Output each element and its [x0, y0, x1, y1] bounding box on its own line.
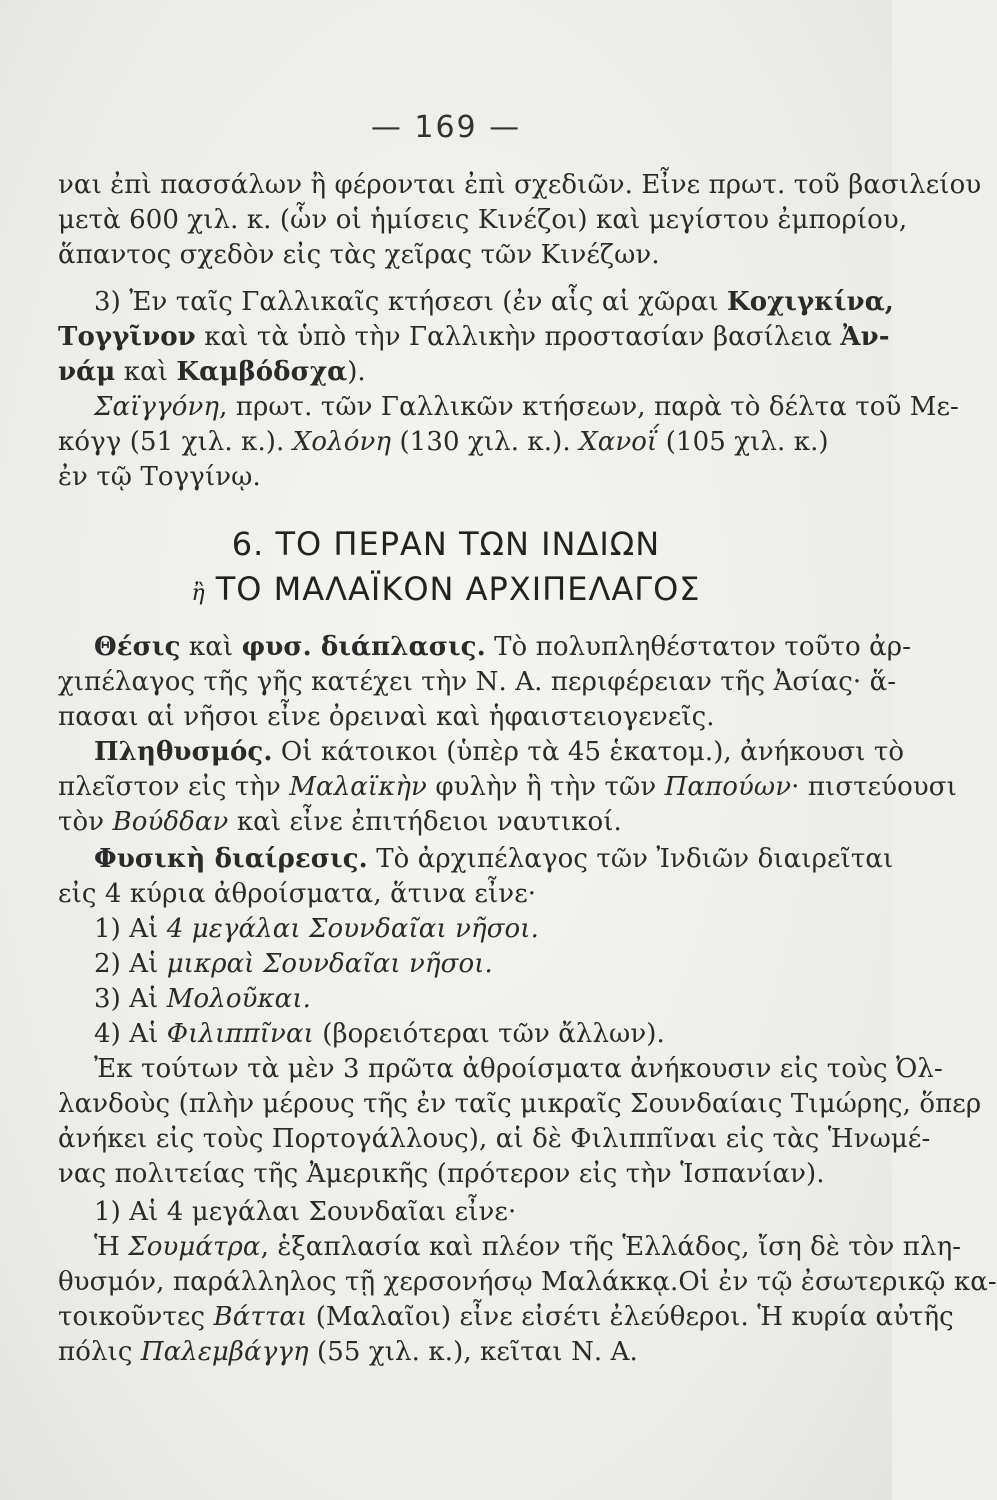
- text-line: νάμ καὶ Καμβόδσχα).: [58, 357, 366, 387]
- list-item: 3) Αἱ Μολοῦκαι.: [94, 984, 311, 1014]
- section-subheading: ἢ ΤΟ ΜΑΛΑΪΚΟΝ ΑΡΧΙΠΕΛΑΓΟΣ: [191, 570, 701, 608]
- text-line: Φυσικὴ διαίρεσις. Τὸ ἀρχιπέλαγος τῶν Ἰνδιῶν διαιρεῖται: [94, 844, 894, 874]
- text-line: εἰς 4 κύρια ἀθροίσματα, ἅτινα εἶνε·: [58, 879, 537, 909]
- text-line: ἀνήκει εἰς τοὺς Πορτογάλλους), αἱ δὲ Φιλιππῖναι εἰς τὰς Ἡνωμέ-: [58, 1124, 931, 1154]
- text-line: Ἐκ τούτων τὰ μὲν 3 πρῶτα ἀθροίσματα ἀνήκουσιν εἰς τοὺς Ὀλ-: [94, 1054, 943, 1084]
- term-bold: Ἀν-: [840, 322, 890, 352]
- term-bold: φυσ. διάπλασις.: [241, 632, 486, 662]
- text-line: θυσμόν, παράλληλος τῇ χερσονήσῳ Μαλάκκᾳ.Οἱ ἐν τῷ ἐσωτερικῷ κα-: [58, 1267, 997, 1297]
- section-heading: 6. ΤΟ ΠΕΡΑΝ ΤΩΝ ΙΝΔΙΩΝ: [231, 525, 661, 563]
- text-line: 3) Ἐν ταῖς Γαλλικαῖς κτήσεσι (ἐν αἷς αἱ χῶραι Κοχιγκίνα,: [94, 287, 894, 317]
- text-line: Πληθυσμός. Οἱ κάτοικοι (ὑπὲρ τὰ 45 ἑκατομ.), ἀνήκουσι τὸ: [94, 737, 905, 767]
- list-item: 2) Αἱ μικραὶ Σουνδαῖαι νῆσοι.: [94, 949, 493, 979]
- term-bold: Καμβόδσχα: [176, 357, 348, 387]
- term-bold: Πληθυσμός.: [94, 737, 273, 767]
- text-line: ἐν τῷ Τογγίνῳ.: [58, 462, 261, 492]
- text-line: λανδοὺς (πλὴν μέρους τῆς ἐν ταῖς μικραῖς Σουνδαίαις Τιμώρης, ὅπερ: [58, 1089, 982, 1119]
- text-line: τὸν Βούδδαν καὶ εἶνε ἐπιτήδειοι ναυτικοί.: [58, 807, 622, 837]
- text-line: τοικοῦντες Βάτται (Μαλαῖοι) εἶνε εἰσέτι ἐλεύθεροι. Ἡ κυρία αὐτῆς: [58, 1302, 954, 1332]
- text-line: Θέσις καὶ φυσ. διάπλασις. Τὸ πολυπληθέστατον τοῦτο ἀρ-: [94, 632, 912, 662]
- text-line: ναι ἐπὶ πασσάλων ἢ φέρονται ἐπὶ σχεδιῶν. Εἶνε πρωτ. τοῦ βασιλείου: [58, 170, 982, 200]
- text-line: Ἡ Σουμάτρα, ἑξαπλασία καὶ πλέον τῆς Ἑλλάδος, ἴση δὲ τὸν πλη-: [94, 1232, 962, 1262]
- text-line: 1) Αἱ 4 μεγάλαι Σουνδαῖαι εἶνε·: [94, 1197, 517, 1227]
- term-bold: Τογγῖνον: [58, 322, 196, 352]
- text-line: Σαϊγγόνη, πρωτ. τῶν Γαλλικῶν κτήσεων, παρὰ τὸ δέλτα τοῦ Με-: [94, 392, 959, 422]
- text-line: Τογγῖνον καὶ τὰ ὑπὸ τὴν Γαλλικὴν προστασίαν βασίλεια Ἀν-: [58, 322, 890, 352]
- text-line: κόγγ (51 χιλ. κ.). Χολόνη (130 χιλ. κ.). Χανοΐ (105 χιλ. κ.): [58, 427, 829, 457]
- term-bold: Κοχιγκίνα,: [727, 287, 894, 317]
- list-item: 1) Αἱ 4 μεγάλαι Σουνδαῖαι νῆσοι.: [94, 914, 539, 944]
- page-number: — 169 —: [370, 110, 522, 145]
- term-bold: Θέσις: [94, 632, 181, 662]
- text-line: πασαι αἱ νῆσοι εἶνε ὀρειναὶ καὶ ἡφαιστειογενεῖς.: [58, 702, 715, 732]
- text-line: πλεῖστον εἰς τὴν Μαλαϊκὴν φυλὴν ἢ τὴν τῶν Παπούων· πιστεύουσι: [58, 772, 957, 802]
- text-line: νας πολιτείας τῆς Ἀμερικῆς (πρότερον εἰς τὴν Ἱσπανίαν).: [58, 1159, 825, 1189]
- text-line: ἅπαντος σχεδὸν εἰς τὰς χεῖρας τῶν Κινέζων.: [58, 240, 660, 270]
- term-bold: Φυσικὴ διαίρεσις.: [94, 844, 368, 874]
- text-line: μετὰ 600 χιλ. κ. (ὧν οἱ ἡμίσεις Κινέζοι) καὶ μεγίστου ἐμπορίου,: [58, 205, 908, 235]
- list-item: 4) Αἱ Φιλιππῖναι (βορειότεραι τῶν ἄλλων).: [94, 1019, 665, 1049]
- term-bold: νάμ: [58, 357, 116, 387]
- text-line: χιπέλαγος τῆς γῆς κατέχει τὴν Ν. Α. περιφέρειαν τῆς Ἀσίας· ἅ-: [58, 667, 897, 697]
- text-line: πόλις Παλεμβάγγη (55 χιλ. κ.), κεῖται Ν. Α.: [58, 1337, 638, 1367]
